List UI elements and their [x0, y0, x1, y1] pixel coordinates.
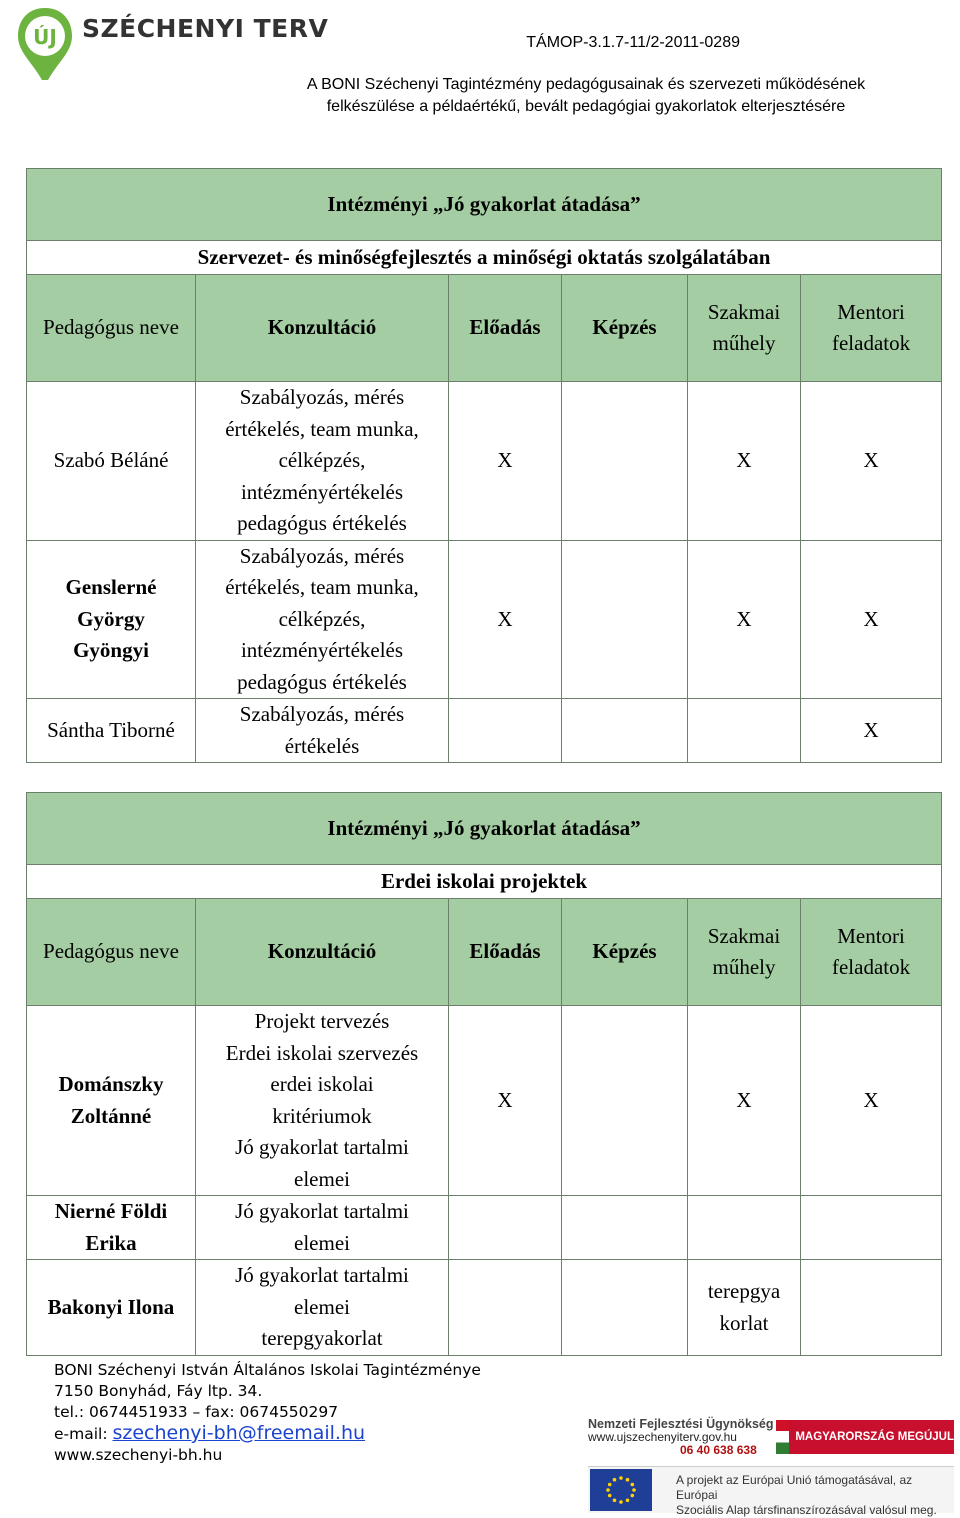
- logo-text: SZÉCHENYI TERV: [82, 14, 329, 43]
- nfu-name: Nemzeti Fejlesztési Ügynökség: [588, 1417, 774, 1431]
- cell-line: elemei: [294, 1294, 350, 1319]
- footer-email-link[interactable]: szechenyi-bh@freemail.hu: [112, 1422, 366, 1444]
- eu-line: A projekt az Európai Unió támogatásával, az Európai: [676, 1473, 913, 1502]
- teacher-name: Szabó Béláné: [27, 382, 196, 541]
- cell-line: célképzés,: [278, 606, 366, 631]
- teacher-name: Dománszky Zoltánné: [27, 1006, 196, 1196]
- cell-line: elemei: [294, 1230, 350, 1255]
- footer-email-label: e-mail:: [54, 1425, 108, 1443]
- eloadas-mark: X: [449, 1006, 562, 1196]
- page-footer: [54, 1360, 481, 1466]
- mentori-mark: X: [801, 1006, 942, 1196]
- szechenyi-logo-icon: [14, 6, 76, 82]
- table-erdei-iskola: [26, 792, 942, 1356]
- cell-line: terepgyakorlat: [261, 1326, 383, 1351]
- col-header-szakmai: Szakmai műhely: [688, 899, 801, 1006]
- page-header: [0, 0, 960, 130]
- konzultacio-cell: [196, 1260, 449, 1356]
- table-row: [27, 1260, 942, 1356]
- footer-address: 7150 Bonyhád, Fáy ltp. 34.: [54, 1382, 263, 1400]
- cell-line: Szabályozás, mérés: [239, 543, 405, 568]
- cell-line: Jó gyakorlat tartalmi: [235, 1263, 409, 1288]
- col-header-mentori: Mentori feladatok: [801, 275, 942, 382]
- col-header-kepzes: Képzés: [562, 899, 688, 1006]
- cell-line: kritériumok: [272, 1103, 372, 1128]
- hungarian-flag-icon: [776, 1420, 789, 1454]
- cell-line: értékelés, team munka,: [225, 575, 419, 599]
- col-header-szakmai: Szakmai műhely: [688, 275, 801, 382]
- footer-web: www.szechenyi-bh.hu: [54, 1446, 223, 1464]
- magyarorszag-megujul-banner: [776, 1420, 954, 1454]
- footer-phone: tel.: 0674451933 – fax: 0674550297: [54, 1403, 339, 1421]
- kepzes-mark: [562, 540, 688, 699]
- cell-line: erdei iskolai: [270, 1072, 374, 1096]
- footer-school: BONI Széchenyi István Általános Iskolai Tagintézménye: [54, 1361, 481, 1379]
- header-row: [27, 275, 942, 382]
- col-header-name: Pedagógus neve: [27, 899, 196, 1006]
- table-szervezetfejlesztes: [26, 168, 942, 763]
- szakmai-mark: X: [688, 1006, 801, 1196]
- cell-line: Szabályozás, mérés: [239, 385, 405, 409]
- teacher-name: Genslerné György Gyöngyi: [27, 540, 196, 699]
- eu-funding-banner: [588, 1466, 954, 1517]
- footer-email-row: [54, 1423, 481, 1445]
- col-header-konzultacio: Konzultáció: [196, 899, 449, 1006]
- eloadas-mark: [449, 1260, 562, 1356]
- konzultacio-cell: [196, 699, 449, 763]
- eloadas-mark: X: [449, 540, 562, 699]
- cell-line: Projekt tervezés: [254, 1009, 390, 1033]
- cell-line: elemei: [294, 1166, 350, 1191]
- eu-flag-icon: [590, 1469, 652, 1511]
- nfu-phone: 06 40 638 638: [680, 1443, 757, 1457]
- table-row: [27, 382, 942, 541]
- table-row: [27, 1006, 942, 1196]
- mentori-mark: X: [801, 540, 942, 699]
- szakmai-mark: X: [688, 382, 801, 541]
- cell-line: Jó gyakorlat tartalmi: [235, 1135, 409, 1159]
- cell-line: célképzés,: [278, 448, 366, 472]
- cell-line: pedagógus értékelés: [237, 511, 407, 535]
- teacher-name: Nierné Földi Erika: [27, 1196, 196, 1260]
- header-subtitle: [276, 74, 896, 118]
- table-title: Intézményi „Jó gyakorlat átadása”: [27, 793, 942, 865]
- subtitle-line: felkészülése a példaértékű, bevált pedagógiai gyakorlatok elterjesztésére: [326, 98, 846, 115]
- table-row: [27, 699, 942, 763]
- col-header-eloadas: Előadás: [449, 275, 562, 382]
- table-row: [27, 540, 942, 699]
- mentori-mark: X: [801, 699, 942, 763]
- cell-line: pedagógus értékelés: [237, 669, 407, 694]
- nfu-logo: [588, 1418, 773, 1457]
- konzultacio-cell: [196, 382, 449, 541]
- cell-line: értékelés, team munka,: [225, 416, 419, 441]
- szakmai-mark: X: [688, 540, 801, 699]
- cell-line: intézményértékelés: [240, 638, 404, 662]
- szakmai-mark: terepgya korlat: [688, 1260, 801, 1356]
- col-header-konzultacio: Konzultáció: [196, 275, 449, 382]
- kepzes-mark: [562, 1196, 688, 1260]
- table-title: Intézményi „Jó gyakorlat átadása”: [27, 169, 942, 241]
- cell-line: Szabályozás, mérés: [239, 702, 405, 726]
- table-subtitle: Szervezet- és minőségfejlesztés a minőségi oktatás szolgálatában: [27, 241, 942, 275]
- table-subtitle: Erdei iskolai projektek: [27, 865, 942, 899]
- cell-line: Erdei iskolai szervezés: [225, 1040, 419, 1065]
- cell-line: intézményértékelés: [240, 479, 404, 504]
- subtitle-line: A BONI Széchenyi Tagintézmény pedagógusainak és szervezeti működésének: [306, 76, 866, 93]
- cell-line: Jó gyakorlat tartalmi: [235, 1199, 409, 1223]
- mentori-mark: [801, 1196, 942, 1260]
- kepzes-mark: [562, 382, 688, 541]
- table-row: [27, 1196, 942, 1260]
- szakmai-mark: [688, 699, 801, 763]
- eloadas-mark: [449, 699, 562, 763]
- teacher-name: Bakonyi Ilona: [27, 1260, 196, 1356]
- konzultacio-cell: [196, 540, 449, 699]
- col-header-eloadas: Előadás: [449, 899, 562, 1006]
- col-header-kepzes: Képzés: [562, 275, 688, 382]
- konzultacio-cell: [196, 1196, 449, 1260]
- eu-line: Szociális Alap társfinanszírozásával valósul meg.: [676, 1503, 937, 1517]
- teacher-name: Sántha Tiborné: [27, 699, 196, 763]
- kepzes-mark: [562, 699, 688, 763]
- header-row: [27, 899, 942, 1006]
- banner-text: MAGYARORSZÁG MEGÚJUL: [795, 1431, 954, 1443]
- eu-funding-text: [676, 1473, 954, 1518]
- mentori-mark: [801, 1260, 942, 1356]
- nfu-url: www.ujszechenyiterv.gov.hu: [588, 1430, 737, 1444]
- col-header-name: Pedagógus neve: [27, 275, 196, 382]
- col-header-mentori: Mentori feladatok: [801, 899, 942, 1006]
- cell-line: értékelés: [284, 733, 360, 758]
- mentori-mark: X: [801, 382, 942, 541]
- szakmai-mark: [688, 1196, 801, 1260]
- project-code: TÁMOP-3.1.7-11/2-2011-0289: [526, 34, 740, 51]
- konzultacio-cell: [196, 1006, 449, 1196]
- eloadas-mark: X: [449, 382, 562, 541]
- logo-badge: ÚJ: [33, 25, 57, 49]
- eloadas-mark: [449, 1196, 562, 1260]
- kepzes-mark: [562, 1006, 688, 1196]
- kepzes-mark: [562, 1260, 688, 1356]
